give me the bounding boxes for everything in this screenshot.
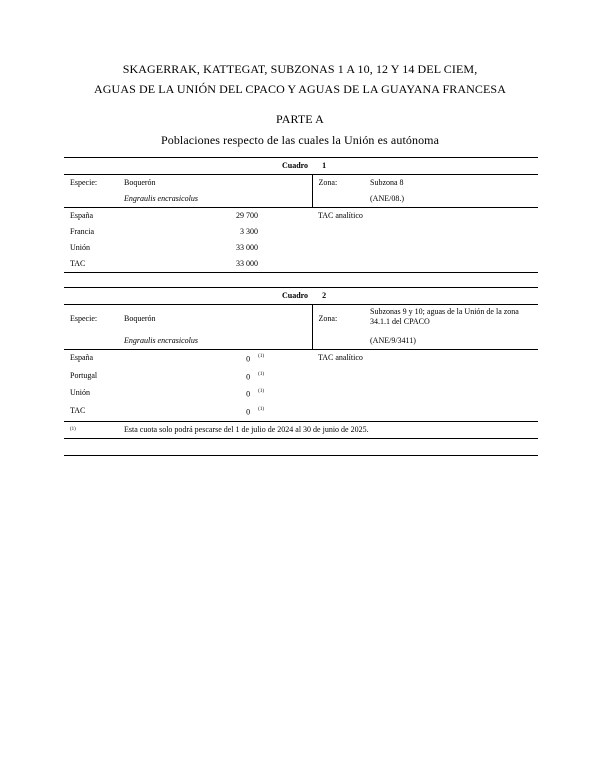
table-row <box>64 240 538 256</box>
footnote-row <box>64 421 538 438</box>
table-row <box>64 224 538 240</box>
quota-value: 3 300 <box>240 227 258 236</box>
country-name: Francia <box>70 227 94 236</box>
table-row <box>64 256 538 273</box>
tac-type: TAC analítico <box>318 211 363 220</box>
quota-value: 0 <box>246 407 251 417</box>
footnote-marker: (1) <box>258 354 264 359</box>
table-row <box>64 350 538 368</box>
cuadro-2-number: 2 <box>322 291 327 300</box>
country-name: Unión <box>70 388 90 398</box>
blank-row <box>64 438 538 455</box>
country-name: Portugal <box>70 370 98 380</box>
quota-value: 33 000 <box>236 243 258 252</box>
table-row <box>64 368 538 386</box>
country-name: España <box>70 353 94 362</box>
table-row <box>64 403 538 421</box>
cuadro-1-caption <box>64 158 538 175</box>
cuadro-1-caption-label: Cuadro <box>281 161 309 170</box>
species-label: Especie: <box>70 178 98 187</box>
country-name: Unión <box>70 243 90 252</box>
zone-value: Subzona 8 <box>370 178 404 187</box>
cuadro-2-caption-label: Cuadro <box>281 291 309 300</box>
section-subtitle: Poblaciones respecto de las cuales la Unión es autónoma <box>160 133 440 147</box>
table-row <box>64 208 538 225</box>
country-name: España <box>70 211 94 220</box>
quota-value: 0 <box>246 354 251 364</box>
quota-value: 33 000 <box>236 259 258 268</box>
species-latin-name: Engraulis encrasicolus <box>118 191 312 208</box>
tac-type: TAC analítico <box>318 353 363 362</box>
species-common-name: Boquerón <box>124 178 156 187</box>
country-name: TAC <box>70 405 86 415</box>
document-title-line1: SKAGERRAK, KATTEGAT, SUBZONAS 1 A 10, 12 Y 14 DEL CIEM, <box>122 62 478 76</box>
zone-value: Subzonas 9 y 10; aguas de la Unión de la zona 34.1.1 del CPACO <box>370 307 519 326</box>
cuadro-2-caption <box>64 288 538 305</box>
cuadro-1-table <box>64 157 538 273</box>
zone-code: (ANE/08.) <box>364 191 538 208</box>
footnote-marker: (1) <box>258 406 264 412</box>
footnote-mark: (1) <box>64 421 118 438</box>
footnote-text: Esta cuota solo podrá pescarse del 1 de julio de 2024 al 30 de junio de 2025. <box>118 421 538 438</box>
cuadro-1-latin-row <box>64 191 538 208</box>
zone-label: Zona: <box>312 305 364 334</box>
quota-value: 0 <box>246 372 251 382</box>
footnote-marker: (1) <box>258 389 264 395</box>
cuadro-2-table <box>64 287 538 456</box>
footnote-marker: (1) <box>258 371 264 377</box>
cuadro-2-species-row <box>64 305 538 334</box>
quota-value: 0 <box>246 389 251 399</box>
zone-code: (ANE/9/3411) <box>364 333 538 350</box>
species-common-name: Boquerón <box>124 314 156 323</box>
cuadro-2-latin-row <box>64 333 538 350</box>
table-row <box>64 385 538 403</box>
cuadro-1-number: 1 <box>322 161 327 170</box>
zone-label: Zona: <box>312 175 364 192</box>
cuadro-1-species-row <box>64 175 538 192</box>
quota-value: 29 700 <box>236 211 258 220</box>
document-title-line2: AGUAS DE LA UNIÓN DEL CPACO Y AGUAS DE LA GUAYANA FRANCESA <box>94 82 506 96</box>
country-name: TAC <box>70 259 86 268</box>
species-label: Especie: <box>70 314 98 323</box>
species-latin-name: Engraulis encrasicolus <box>118 333 312 350</box>
part-heading: PARTE A <box>276 112 324 126</box>
